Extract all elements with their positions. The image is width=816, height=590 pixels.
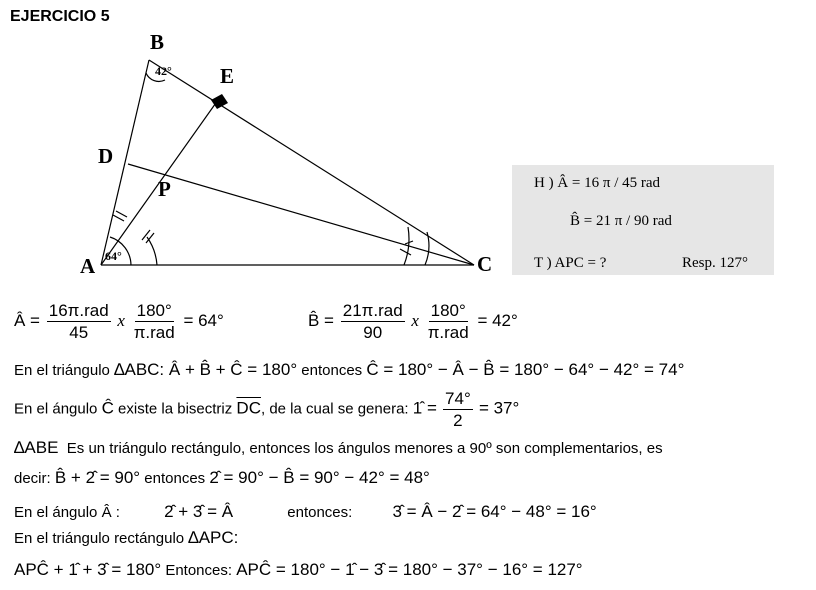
given-data-box: [512, 165, 774, 275]
arc-angle-c: [404, 227, 409, 265]
eq2-fraction-2: [426, 300, 471, 343]
line7-prefix: En el ángulo Â :: [14, 504, 120, 521]
line3-math-2: Ĉ = 180° − Â − B̂ = 180° − 64° − 42° = 74°: [366, 360, 685, 379]
segment-dc: [128, 164, 474, 265]
eq2-numerator-2: 180°: [430, 301, 466, 320]
eq2-fraction-1: [341, 300, 405, 343]
line4-middle: existe la bisectriz: [118, 400, 233, 418]
triangle-apc-intro-line: [14, 528, 238, 548]
line4-segment: $\overline{DC}$: [236, 398, 261, 418]
hypothesis-line-1: H ) Â = 16 π / 45 rad: [534, 175, 661, 191]
line5-text: Es un triángulo rectángulo, entonces los ángulos menores a 90º son complementarios, es: [66, 440, 663, 457]
eq2-lhs: B̂ =: [308, 310, 334, 330]
equation-angle-a: [14, 300, 224, 343]
angle-a-value: 64°: [105, 249, 122, 263]
line6-math-1: B̂ + 2̂ = 90°: [54, 468, 141, 487]
eq1-denominator-2: π.rad: [133, 323, 175, 342]
point-b-label: B: [150, 30, 165, 54]
side-bc: [149, 60, 474, 265]
line9-math-2: APĈ = 180° − 1̂ − 3̂ = 180° − 37° − 16° = 127°: [236, 560, 583, 579]
eq2-numerator-1: 21π.rad: [342, 301, 403, 320]
line4-suffix: , de la cual se genera:: [260, 400, 409, 418]
point-e-label: E: [220, 64, 235, 88]
eq2-times: x: [411, 310, 419, 330]
line4-numerator: 74°: [445, 389, 471, 408]
exercise-title: EJERCICIO 5: [10, 8, 110, 25]
equation-angle-b: [308, 300, 518, 343]
line9-math-1: APĈ + 1̂ + 3̂ = 180°: [14, 560, 162, 579]
eq1-result: = 64°: [183, 310, 224, 330]
bisector-line: [14, 388, 519, 431]
eq2-result: = 42°: [477, 310, 518, 330]
eq1-numerator-1: 16π.rad: [48, 301, 109, 320]
eq2-denominator-1: 90: [363, 323, 383, 342]
eq1-lhs: Â =: [14, 310, 40, 330]
line8-triangle: ∆APC:: [188, 528, 239, 547]
angle-a-split-line: [14, 502, 597, 522]
line9-connector: Entonces:: [165, 562, 233, 579]
eq2-denominator-2: π.rad: [427, 323, 469, 342]
triangle-abc-sum-line: [14, 360, 684, 380]
arc-angle-c-inner: [425, 232, 429, 265]
line4-prefix: En el ángulo: [14, 400, 98, 418]
final-result-line: [14, 560, 583, 580]
line5-triangle: ∆ABE: [14, 438, 59, 457]
eq1-fraction-1: [47, 300, 111, 343]
line4-result: = 37°: [478, 398, 520, 418]
line7-math-1: 2̂ + 3̂ = Â: [164, 502, 234, 521]
hypothesis-line-2: B̂ = 21 π / 90 rad: [570, 213, 672, 229]
tick-3: [142, 230, 150, 240]
line6-math-2: 2̂ = 90° − B̂ = 90° − 42° = 48°: [209, 468, 430, 487]
line7-math-2: 3̂ = Â − 2̂ = 64° − 48° = 16°: [392, 502, 597, 521]
answer-line: Resp. 127°: [682, 255, 748, 271]
tick-1: [113, 215, 124, 221]
eq1-numerator-2: 180°: [136, 301, 172, 320]
point-c-label: C: [477, 252, 493, 276]
angle-b-value: 42°: [155, 64, 172, 78]
line7-connector: entonces:: [287, 504, 353, 521]
line6-connector: entonces: [144, 470, 206, 487]
line4-angle: Ĉ: [101, 398, 114, 418]
abe-statement-line: [14, 438, 663, 458]
line4-lhs: 1̂ =: [412, 398, 437, 418]
line3-connector: entonces: [301, 362, 363, 379]
eq1-denominator-1: 45: [69, 323, 89, 342]
point-p-label: P: [158, 177, 171, 201]
eq1-fraction-2: [132, 300, 177, 343]
point-a-label: A: [80, 254, 96, 278]
arc-angle-a-outer: [147, 237, 157, 265]
thesis-line: T ) APC = ?: [534, 255, 607, 271]
tick-2: [116, 211, 127, 217]
point-d-label: D: [98, 144, 114, 168]
line3-math-1: ∆ABC: Â + B̂ + Ĉ = 180°: [114, 360, 298, 379]
complementary-line: [14, 468, 430, 488]
tick-6: [400, 249, 411, 255]
line8-prefix: En el triángulo rectángulo: [14, 530, 185, 547]
line4-fraction: [443, 388, 473, 431]
line4-denominator: 2: [453, 411, 463, 430]
line6-prefix: decir:: [14, 470, 51, 487]
eq1-times: x: [117, 310, 125, 330]
line3-prefix: En el triángulo: [14, 362, 110, 379]
